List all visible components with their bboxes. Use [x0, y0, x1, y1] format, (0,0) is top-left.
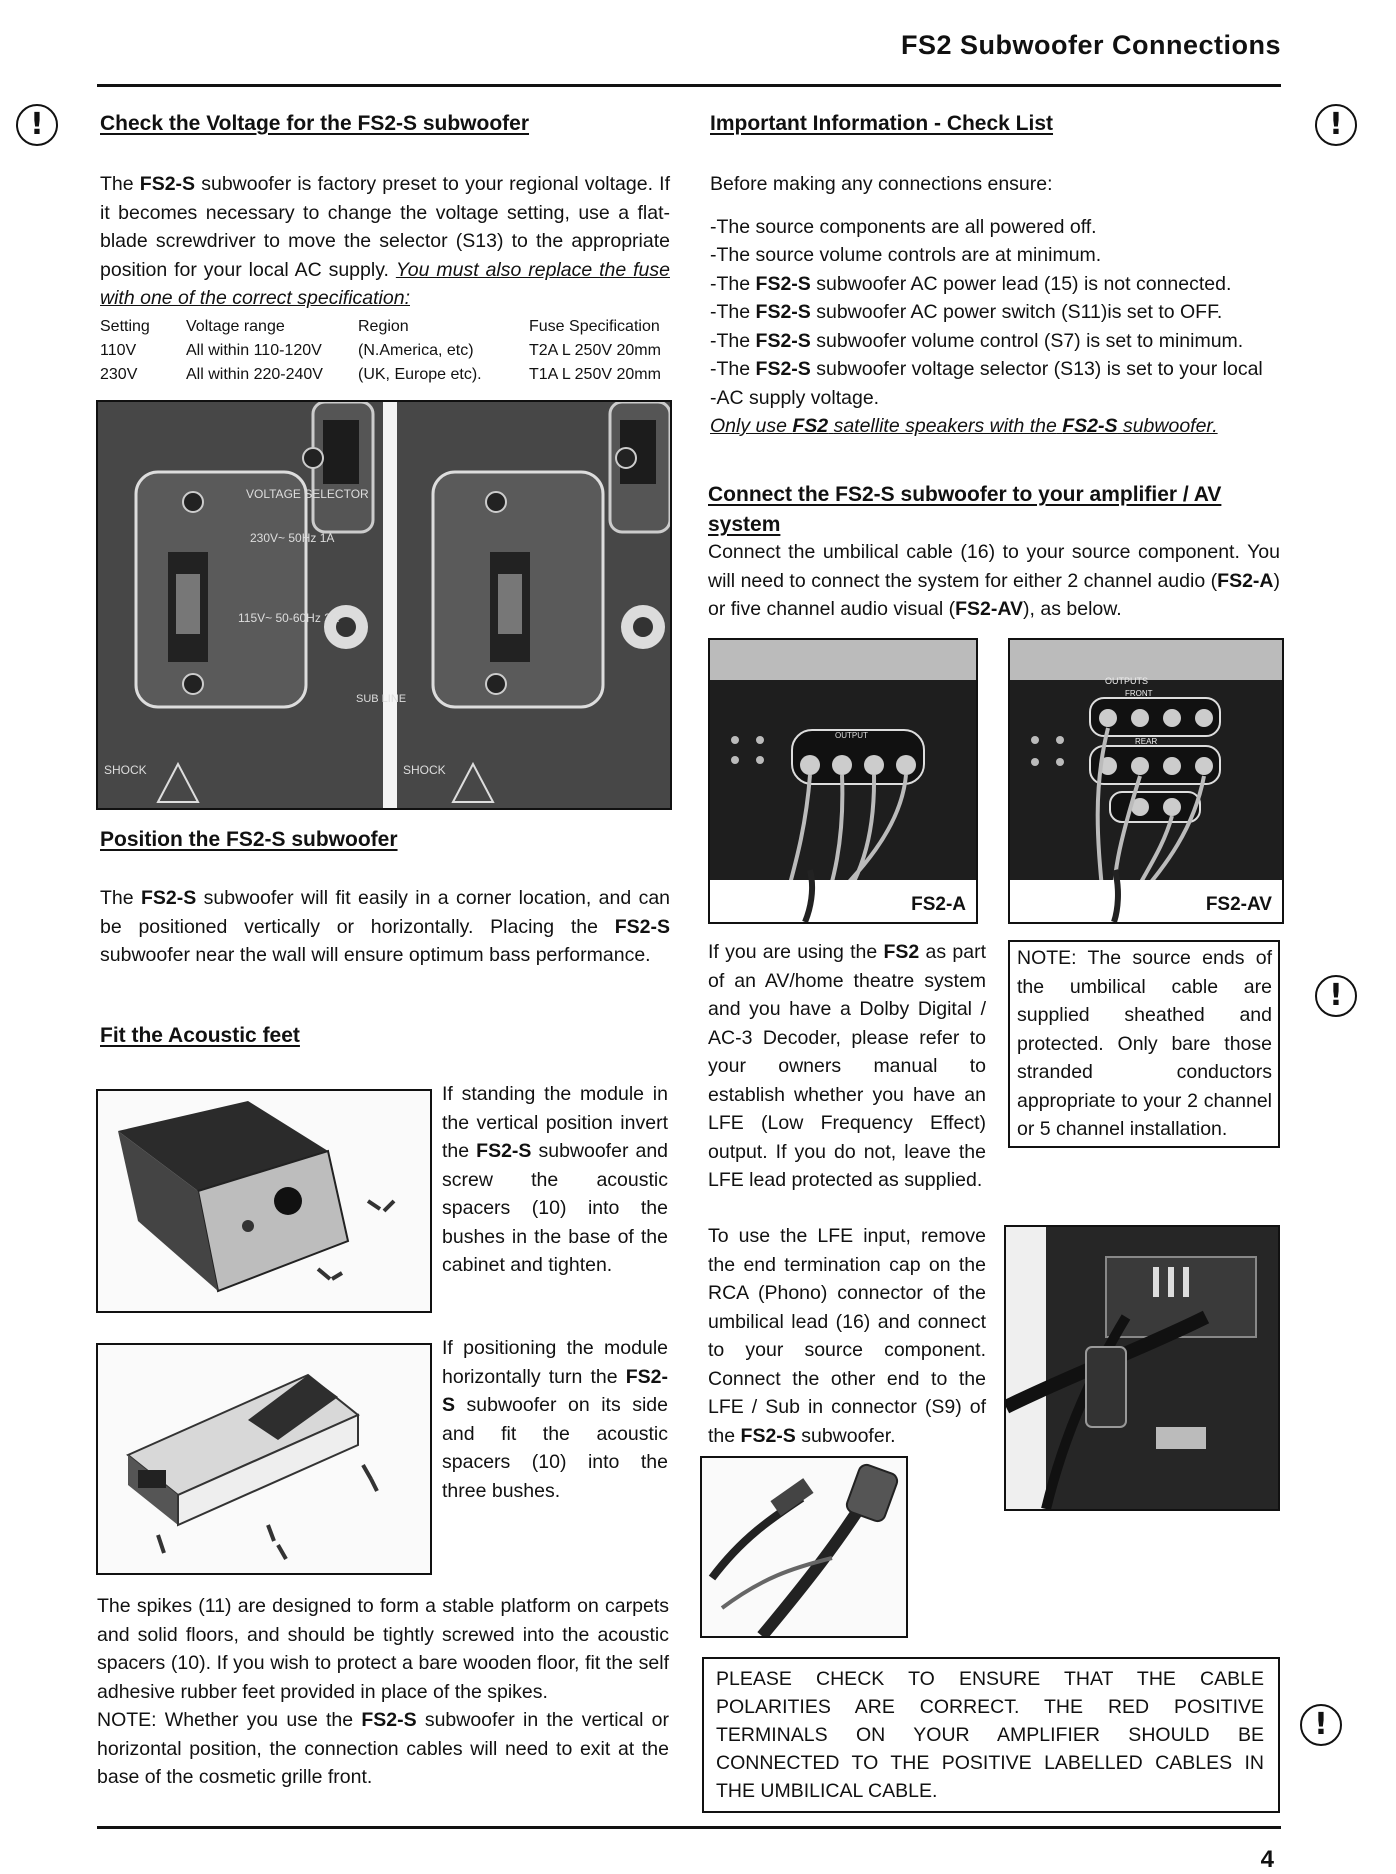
selector-label: VOLTAGE SELECTOR [246, 487, 369, 501]
voltage-selector-photo [96, 400, 672, 810]
outputs-label: OUTPUTS [1105, 676, 1149, 686]
rca-connector-photo [700, 1456, 908, 1638]
av-paragraph: If you are using the FS2 as part of an AV/home theatre system and you have a Dolby Digital / AC-3 Decoder, please refer to your owners manual to establish whether you have an LFE (Low Frequency Effect) output. If you do not, leave the LFE lead protected as supplied. [708, 941, 986, 1191]
note-box: NOTE: The source ends of the umbilical cable are supplied sheathed and protected. Only bare those stranded conductors appropriate to your 2 channel or 5 channel installation. [1008, 940, 1280, 1148]
table-header-row: Setting Voltage range Region Fuse Specification [100, 318, 660, 335]
rear-label: REAR [1135, 737, 1158, 746]
list-item: -The source components are all powered off. [710, 215, 1097, 238]
list-item: -The FS2-S subwoofer volume control (S7) is set to minimum. [710, 329, 1244, 352]
connect-heading: Connect the FS2-S subwoofer to your amplifier / AV system [708, 483, 1222, 536]
warning-icon: ! [1315, 104, 1357, 146]
front-label: FRONT [1125, 689, 1153, 698]
checklist-heading: Important Information - Check List [710, 112, 1054, 135]
vertical-feet-photo [96, 1089, 432, 1313]
voltage-heading: Check the Voltage for the FS2-S subwoofer [100, 112, 530, 135]
list-item: -The FS2-S subwoofer voltage selector (S13) is set to your local [710, 358, 1263, 380]
sub-line-label: SUB LINE [356, 693, 407, 705]
warning-icon: ! [1300, 1704, 1342, 1746]
fs2-av-caption: FS2-AV [1205, 894, 1272, 915]
position-heading: Position the FS2-S subwoofer [100, 828, 398, 851]
shock-label: SHOCK [403, 763, 446, 777]
warning-icon: ! [16, 104, 58, 146]
polarity-warning-box: PLEASE CHECK TO ENSURE THAT THE CABLE POLARITIES ARE CORRECT. THE RED POSITIVE TERMINALS ON YOUR AMPLIFIER SHOULD BE CONNECTED TO THE POSITIVE LABELLED CABLES IN THE UMBILICAL CABLE. [702, 1657, 1280, 1813]
page-number: 4 [1260, 1846, 1274, 1873]
top-rule [97, 84, 1281, 87]
fs2-av-photo [1008, 638, 1284, 924]
vertical-feet-text: If standing the module in the vertical position invert the FS2-S subwoofer and screw the acoustic spacers (10) into the bushes in the base of the cabinet and tighten. [442, 1083, 669, 1276]
list-item: -The FS2-S subwoofer AC power lead (15) is not connected. [710, 272, 1232, 295]
bottom-rule [97, 1826, 1281, 1829]
table-row: 110V All within 110-120V (N.America, etc) T2A L 250V 20mm [100, 342, 661, 359]
position-paragraph: The FS2-S subwoofer will fit easily in a corner location, and can be positioned vertically or horizontally. Placing the FS2-S subwoofer near the wall will ensure optimum bass performance. [100, 887, 671, 966]
fs2-a-caption: FS2-A [911, 894, 966, 915]
list-item: -The FS2-S subwoofer AC power switch (S11)is set to OFF. [710, 301, 1223, 323]
spikes-paragraph: The spikes (11) are designed to form a stable platform on carpets and solid floors, and should be tightly screwed into the acoustic spacers (10). If you wish to protect a bare wooden floor, fit the self adhesive rubber feet provided in place of the spikes. NOTE: Whether you use the FS2-S subwoofer in the vertical or horizontal position, the connection cables will need to exit at the base of the cosmetic grille front. [97, 1595, 670, 1788]
horizontal-feet-text: If positioning the module horizontally turn the FS2-S subwoofer on its side and fit the acoustic spacers (10) into the three bushes. [442, 1337, 669, 1502]
high-voltage-label: 230V~ 50Hz 1A [250, 531, 335, 545]
lfe-paragraph: To use the LFE input, remove the end termination cap on the RCA (Phono) connector of the umbilical lead (16) and connect to your source component. Connect the other end to the LFE / Sub in connector (S9) of the FS2-S subwoofer. [708, 1225, 986, 1447]
list-item: -The source volume controls are at minimum. [710, 244, 1102, 266]
only-use-note: Only use FS2 satellite speakers with the FS2-S subwoofer. [710, 415, 1218, 437]
checklist [710, 170, 1290, 441]
fuse-spec-table [100, 318, 661, 390]
page-title: FS2 Subwoofer Connections [900, 30, 1281, 60]
shock-label: SHOCK [104, 763, 147, 777]
lfe-connector-photo [1004, 1225, 1280, 1511]
output-label: OUTPUT [835, 731, 868, 740]
horizontal-feet-photo [96, 1343, 432, 1575]
checklist-intro: Before making any connections ensure: [710, 173, 1053, 195]
fs2-a-photo [708, 638, 978, 924]
list-item: -AC supply voltage. [710, 386, 880, 409]
voltage-paragraph: The FS2-S subwoofer is factory preset to your regional voltage. If it becomes necessary to change the voltage setting, use a flat-blade screwdriver to move the selector (S13) to the appropriate position for your local AC supply. You must also replace the fuse with one of the correct specification: [100, 173, 671, 309]
connect-paragraph: Connect the umbilical cable (16) to your source component. You will need to connect the system for either 2 channel audio (FS2-A) or five channel audio visual (FS2-AV), as below. [708, 541, 1280, 620]
table-row: 230V All within 220-240V (UK, Europe etc). T1A L 250V 20mm [100, 366, 661, 383]
warning-icon: ! [1315, 975, 1357, 1017]
low-voltage-label: 115V~ 50-60Hz 2A [238, 611, 339, 625]
feet-heading: Fit the Acoustic feet [100, 1024, 300, 1047]
